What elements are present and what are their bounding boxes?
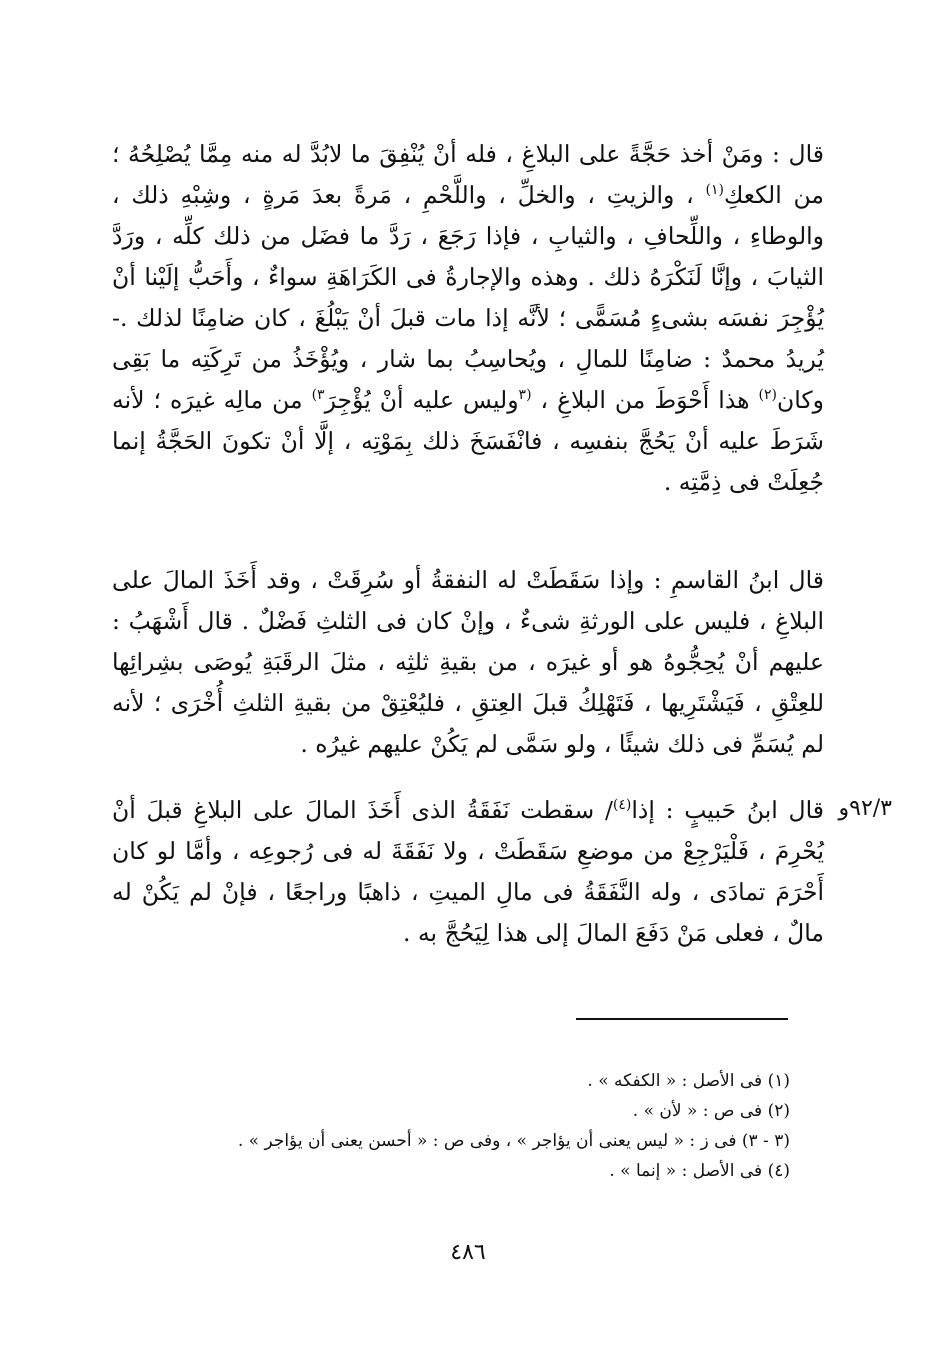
paragraph-2: قال ابنُ القاسمِ : وإذا سَقَطَتْ له النفقةُ أو سُرِقَتْ ، وقد أَخَذَ المالَ على البلاغِ ، فليس على الورثةِ شىءٌ ، وإنْ كان فى الثلثِ فَضْلٌ . قال أَشْهَبُ : عليهم أنْ يُحِجُّوهُ هو أو غيرَه ، من بقيةِ ثلثِه ، مثلَ الرقَبَةِ يُوصَى بشِرائِها للعِتْقِ ، فَيَشْتَرِيها ، فَتَهْلِكُ قبلَ العِتقِ ، فليُعْتِقْ من بقيةِ الثلثِ أُخْرَى ؛ لأنه لم يُسَمِّ فى ذلك شيئًا ، ولو سَمَّى لم يَكُنْ عليهم غيرُه . <box>112 566 824 758</box>
margin-folio-note: ٩٢/٣و <box>838 796 892 821</box>
footnote-ref-3-end: ٣) <box>311 387 325 404</box>
paragraph-3-part-b: / سقطت نَفَقَةُ الذى أَخَذَ المالَ على البلاغِ قبلَ أنْ يُحْرِمَ ، فَلْيَرْجِعْ من موضعِ سَقَطَتْ ، ولا نَفَقَةَ له فى رُجوعِه ، وأمَّا لو كان أَحْرَمَ تمادَى ، وله النَّفَقَةُ فى مالِ الميتِ ، ذاهبًا وراجعًا ، فإنْ لم يَكُنْ له مالٌ ، فعلى مَنْ دَفَعَ المالَ إلى هذا لِيَحُجَّ به . <box>112 796 824 947</box>
paragraph-1 <box>112 134 824 503</box>
paragraph-1-part-c: هذا أَحْوَطَ من البلاغِ ، <box>531 386 759 414</box>
footnote-3: (٣ - ٣) فى ز : « ليس يعنى أن يؤاجر » ، وفى ص : « أحسن يعنى أن يؤاجر » . <box>237 1131 790 1151</box>
footnote-ref-3-start: (٣ <box>518 387 532 404</box>
footnote-ref-1: (١) <box>705 182 724 199</box>
footnotes <box>170 1066 790 1186</box>
paragraph-1-part-e: من مالِه غيرَه ؛ لأنه شَرَطَ عليه أنْ يَحُجَّ بنفسِه ، فانْفَسَخَ ذلك بِمَوْتِه ، إلَّا أنْ تكونَ الحَجَّةُ إنما جُعِلَتْ فى ذِمَّتِه . <box>112 386 824 496</box>
footnote-ref-2: (٢) <box>758 387 777 404</box>
paragraph-1-part-a: قال : ومَنْ أخذ حَجَّةً على البلاغِ ، فله أنْ يُنْفِقَ ما لابُدَّ له منه مِمَّا يُصْلِحُهُ ؛ من الكعكِ <box>112 140 824 209</box>
paragraph-3 <box>112 790 824 954</box>
footnote-2: (٢) فى ص : « لأن » . <box>632 1101 790 1121</box>
paragraph-3-part-a: قال ابنُ حَبيبٍ : إذا <box>631 796 824 824</box>
footnote-separator <box>576 1018 788 1020</box>
footnote-ref-4: (٤) <box>612 797 632 814</box>
footnote-1: (١) فى الأصل : « الكفكه » . <box>587 1071 790 1091</box>
page-number: ٤٨٦ <box>450 1240 486 1265</box>
paragraph-1-part-b: ، والزيتِ ، والخلِّ ، واللَّحْمِ ، مَرةً بعدَ مَرةٍ ، وشِبْهِ ذلك ، والوطاءِ ، واللِّحافِ ، والثيابِ ، فإذا رَجَعَ ، رَدَّ ما فضَل من ذلك كلِّه ، ورَدَّ الثيابَ ، وإنَّا لَنَكْرَهُ ذلك . وهذه والإجارةُ فى الكَرَاهَةِ سواءٌ ، وأَحَبُّ إلَيْنا أنْ يُؤْجِرَ نفسَه بشىءٍ مُسَمًّى ؛ لأنَّه إذا مات قبلَ أنْ يَبْلُغَ ، كان ضامِنًا لذلك .- يُريدُ محمدٌ : ضامِنًا للمالِ ، ويُحاسِبُ بما شار ، ويُؤْخَذُ من تَرِكَتِه ما بَقِى وكان <box>112 181 824 414</box>
footnote-4: (٤) فى الأصل : « إنما » . <box>609 1161 790 1181</box>
paragraph-1-part-d: وليس عليه أنْ يُؤْجِرَ <box>324 386 519 414</box>
